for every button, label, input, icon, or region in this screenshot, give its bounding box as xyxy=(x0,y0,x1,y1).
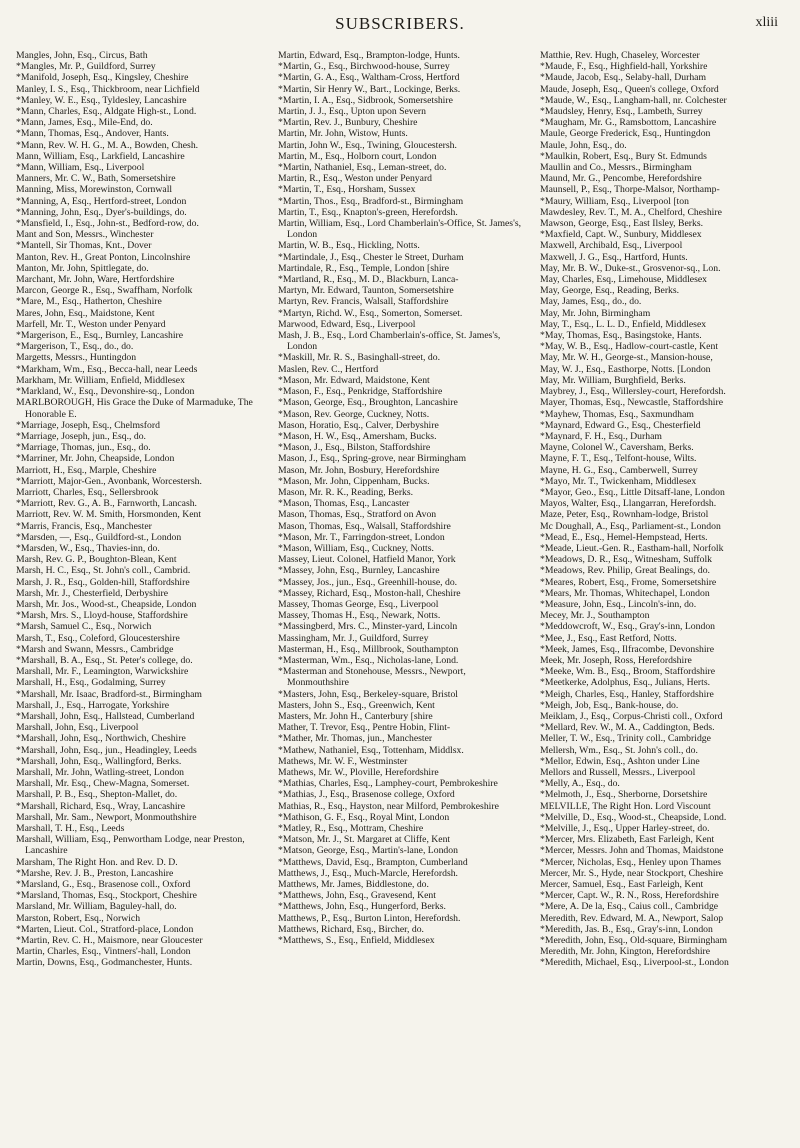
column-1 xyxy=(16,50,264,1140)
subscriber-entry: Martyn, Rev. Francis, Walsall, Staffordshire xyxy=(278,296,449,308)
subscriber-entry: *Mercer, Nicholas, Esq., Henley upon Thames xyxy=(540,856,722,868)
subscriber-entry: *Matthews, John, Esq., Hungerford, Berks. xyxy=(278,901,446,913)
subscriber-entry: Marsh, Mr. Jos., Wood-st., Cheapside, London xyxy=(16,598,197,610)
subscriber-entry: Marsh, H. C., Esq., St. John's coll., Cambrid. xyxy=(16,565,191,577)
subscriber-entry: Mather, T. Trevor, Esq., Pentre Hobin, Flint- xyxy=(278,722,451,734)
subscriber-entry: Mann, William, Esq., Larkfield, Lancashire xyxy=(16,150,185,162)
subscriber-entry: *Marshall, John, Esq., Hallstead, Cumberland xyxy=(16,710,195,722)
subscriber-entry: *Markland, W., Esq., Devonshire-sq., London xyxy=(16,386,195,398)
subscriber-entry: *Maury, William, Esq., Liverpool [ton xyxy=(540,195,689,207)
subscriber-entry: *Marsden, W., Esq., Thavies-inn, do. xyxy=(16,542,160,554)
subscriber-entry: *Marsh and Swann, Messrs., Cambridge xyxy=(16,643,174,655)
subscriber-entry: Meller, T. W., Esq., Trinity coll., Cambridge xyxy=(540,733,711,745)
subscriber-entry: Mason, Thomas, Esq., Stratford on Avon xyxy=(278,509,437,521)
subscriber-entry: Maunsell, P., Esq., Thorpe-Malsor, Northamp- xyxy=(540,184,720,196)
subscriber-entry: Mc Doughall, A., Esq., Parliament-st., London xyxy=(540,520,721,532)
subscriber-entry: *Manifold, Joseph, Esq., Kingsley, Cheshire xyxy=(16,72,189,84)
subscriber-entry: *Mere, A. De la, Esq., Caius coll., Cambridge xyxy=(540,901,719,913)
subscriber-entry: Maxwell, Archibald, Esq., Liverpool xyxy=(540,240,683,252)
subscriber-entry: *Marshall, Richard, Esq., Wray, Lancashire xyxy=(16,800,186,812)
subscriber-entry: Mathews, Mr. W., Ploville, Herefordshire xyxy=(278,767,439,778)
subscriber-entry: *Mann, Rev. W. H. G., M. A., Bowden, Chesh. xyxy=(16,139,199,151)
subscriber-entry: Marsh, Rev. G. P., Boughton-Blean, Kent xyxy=(16,554,177,566)
subscriber-entry: *Marshall, John, Esq., Northwich, Cheshire xyxy=(16,733,186,745)
subscriber-entry: Mason, Thomas, Esq., Walsall, Staffordshire xyxy=(278,520,451,532)
page-header xyxy=(0,12,800,38)
subscriber-entry: Marwood, Edward, Esq., Liverpool xyxy=(278,318,416,330)
subscriber-entry: *Marriott, Rev. G., A. B., Farnworth, Lancash. xyxy=(16,498,197,510)
subscriber-entry: *Markham, Wm., Esq., Becca-hall, near Leeds xyxy=(16,363,198,375)
subscriber-entry: *Martindale, J., Esq., Chester le Street, Durham xyxy=(278,251,464,263)
subscriber-entry: Maund, Mr. G., Pencombe, Herefordshire xyxy=(540,173,702,185)
subscriber-entry: Massingham, Mr. J., Guildford, Surrey xyxy=(278,632,429,644)
subscriber-entry: May, W. J., Esq., Easthorpe, Notts. [London xyxy=(540,363,711,375)
subscriber-entry: May, Mr. B. W., Duke-st., Grosvenor-sq., Lon. xyxy=(540,262,721,274)
subscriber-entry: *Martin, Thos., Esq., Bradford-st., Birmingham xyxy=(278,195,464,207)
subscriber-entry: Marshall, H., Esq., Godalming, Surrey xyxy=(16,677,166,689)
subscriber-entry: Martin, J. J., Esq., Upton upon Severn xyxy=(278,106,426,118)
subscriber-entry: Masters, John S., Esq., Greenwich, Kent xyxy=(278,699,435,711)
subscriber-entry: Massey, Thomas George, Esq., Liverpool xyxy=(278,598,439,610)
subscriber-entry: *Maynard, Edward G., Esq., Chesterfield xyxy=(540,419,701,431)
subscriber-entry: Mayer, Thomas, Esq., Newcastle, Staffordshire xyxy=(540,397,724,409)
subscriber-entry: *Marsden, —, Esq., Guildford-st., London xyxy=(16,531,182,543)
subscriber-entry: Marshall, Mr. Esq., Chew-Magna, Somerset. xyxy=(16,778,190,790)
subscriber-entry: Martin, John W., Esq., Twining, Gloucestersh. xyxy=(278,139,457,151)
subscriber-entry: Marsh, Mr. J., Chesterfield, Derbyshire xyxy=(16,587,169,599)
subscriber-entry: *Martin, G., Esq., Birchwood-house, Surrey xyxy=(278,61,450,73)
subscriber-entry: Matthie, Rev. Hugh, Chaseley, Worcester xyxy=(540,50,700,61)
subscriber-entry: Marshall, John, Esq., Liverpool xyxy=(16,722,139,734)
subscriber-entry: *Marsh, Mrs. S., Lloyd-house, Staffordshire xyxy=(16,610,188,622)
subscriber-entry: Massey, Lieut. Colonel, Hatfield Manor, York xyxy=(278,554,456,566)
subscriber-entry: *Mellor, Edwin, Esq., Ashton under Line xyxy=(540,755,700,767)
subscriber-entry: *Mason, George, Esq., Broughton, Lancashire xyxy=(278,397,458,409)
subscriber-entry: Marshall, T. H., Esq., Leeds xyxy=(16,823,125,835)
subscriber-entry: *Maynard, F. H., Esq., Durham xyxy=(540,430,662,442)
subscriber-entry: Matthews, P., Esq., Burton Linton, Herefordsh. xyxy=(278,912,461,924)
subscriber-entry: Maze, Peter, Esq., Rownham-lodge, Bristol xyxy=(540,509,709,521)
subscriber-entry: *Meeke, Wm. B., Esq., Broom, Staffordshire xyxy=(540,666,716,678)
subscriber-entry: Masters, Mr. John H., Canterbury [shire xyxy=(278,710,433,722)
subscriber-entry: Marshall, P. B., Esq., Shepton-Mallet, do. xyxy=(16,789,178,801)
subscriber-entry: Meredith, Mr. John, Kington, Herefordshire xyxy=(540,946,711,958)
subscriber-entry: Marshall, Mr. Sam., Newport, Monmouthshire xyxy=(16,811,197,823)
subscriber-entry: Mayos, Walter, Esq., Llangarran, Herefordsh. xyxy=(540,498,717,510)
subscriber-entry: *Marshall, John, Esq., jun., Headingley, Leeds xyxy=(16,744,197,756)
subscriber-entry: May, George, Esq., Reading, Berks. xyxy=(540,285,680,297)
subscriber-entry: Mayne, F. T., Esq., Telfont-house, Wilts. xyxy=(540,453,697,465)
subscriber-entry: *Melville, J., Esq., Upper Harley-street, do. xyxy=(540,823,710,835)
subscriber-entry: Manton, Rev. H., Great Ponton, Lincolnshire xyxy=(16,251,191,263)
subscriber-entry: *Mason, Mr. John, Cippenham, Bucks. xyxy=(278,475,430,487)
subscriber-entry: *Mangles, Mr. P., Guildford, Surrey xyxy=(16,61,156,73)
subscriber-entry: *Massey, John, Esq., Burnley, Lancashire xyxy=(278,565,440,577)
column-3 xyxy=(540,50,788,1140)
subscriber-entry: Meiklam, J., Esq., Corpus-Christi coll., Oxford xyxy=(540,710,723,722)
subscriber-columns xyxy=(16,50,788,1140)
subscriber-entry: *Mason, Mr. Edward, Maidstone, Kent xyxy=(278,374,430,386)
subscriber-entry: Marshall, Mr. F., Leamington, Warwickshire xyxy=(16,666,189,678)
subscriber-entry: *Mathison, G. F., Esq., Royal Mint, London xyxy=(278,811,450,823)
subscriber-entry: Mason, J., Esq., Spring-grove, near Birmingham xyxy=(278,453,467,465)
subscriber-entry: *Meigh, Charles, Esq., Hanley, Staffordshire xyxy=(540,688,714,700)
subscriber-entry: Marriott, Rev. W. M. Smith, Horsmonden, Kent xyxy=(16,509,202,521)
subscriber-entry: May, T., Esq., L. L. D., Enfield, Middlesex xyxy=(540,318,707,330)
subscriber-entry: *Marshall, Mr. Isaac, Bradford-st., Birmingham xyxy=(16,688,202,700)
subscriber-entry: *Meetkerke, Adolphus, Esq., Julians, Herts. xyxy=(540,677,711,689)
subscriber-entry: *Mann, Thomas, Esq., Andover, Hants. xyxy=(16,128,169,140)
subscriber-entry: Martin, T., Esq., Knapton's-green, Herefordsh. xyxy=(278,206,458,218)
subscriber-entry: *Mayo, Mr. T., Twickenham, Middlesex xyxy=(540,475,697,487)
subscriber-entry: *Massey, Richard, Esq., Moston-hall, Cheshire xyxy=(278,587,461,599)
subscriber-entry: Matthews, J., Esq., Much-Marcle, Herefordsh. xyxy=(278,867,458,879)
subscriber-entry: Marsh, T., Esq., Coleford, Gloucestershire xyxy=(16,632,180,644)
subscriber-entry: *Mason, H. W., Esq., Amersham, Bucks. xyxy=(278,430,437,442)
subscriber-entry: *Mellard, Rev. W., M. A., Caddington, Beds. xyxy=(540,722,715,734)
subscriber-entry: Mathews, Mr. W. F., Westminster xyxy=(278,755,408,767)
subscriber-entry: *Marriott, Major-Gen., Avonbank, Worcestersh. xyxy=(16,475,202,487)
subscriber-entry: Martindale, R., Esq., Temple, London [shire xyxy=(278,262,450,274)
subscriber-entry: Marcon, George R., Esq., Swaffham, Norfolk xyxy=(16,285,193,297)
subscriber-entry: *Mead, E., Esq., Hemel-Hempstead, Herts. xyxy=(540,531,708,543)
subscriber-entry: *Matthews, John, Esq., Gravesend, Kent xyxy=(278,890,436,902)
subscriber-entry: Mayne, H. G., Esq., Camberwell, Surrey xyxy=(540,464,698,476)
subscriber-entry: *Melville, D., Esq., Wood-st., Cheapside, Lond. xyxy=(540,811,727,823)
subscriber-entry: Mathias, R., Esq., Hayston, near Milford, Pembrokeshire xyxy=(278,800,499,812)
subscriber-entry: *Martin, Sir Henry W., Bart., Lockinge, Berks. xyxy=(278,83,461,95)
subscriber-entry: Mercer, Mr. S., Hyde, near Stockport, Cheshire xyxy=(540,867,724,879)
subscriber-entry: *Meadows, D. R., Esq., Witnesham, Suffolk xyxy=(540,554,713,566)
subscriber-entry: May, Charles, Esq., Limehouse, Middlesex xyxy=(540,274,707,286)
subscriber-entry: May, Mr. William, Burghfield, Berks. xyxy=(540,374,686,386)
subscriber-entry: Maule, John, Esq., do. xyxy=(540,139,627,151)
subscriber-entry: *Marris, Francis, Esq., Manchester xyxy=(16,520,152,532)
subscriber-entry: *Masterman and Stonehouse, Messrs., Newport, Monmouthshire xyxy=(278,666,466,689)
subscriber-entry: Matthews, Richard, Esq., Bircher, do. xyxy=(278,923,424,935)
subscriber-entry: *Masterman, Wm., Esq., Nicholas-lane, Lond. xyxy=(278,654,459,666)
subscriber-entry: Mellersh, Wm., Esq., St. John's coll., do. xyxy=(540,744,698,756)
subscriber-entry: *May, Thomas, Esq., Basingstoke, Hants. xyxy=(540,330,702,342)
subscriber-entry: Marsh, J. R., Esq., Golden-hill, Staffordshire xyxy=(16,576,190,588)
subscriber-entry: Maybrey, J., Esq., Willersley-court, Herefordsh. xyxy=(540,386,726,398)
subscriber-entry: Martin, Charles, Esq., Vintners'-hall, London xyxy=(16,946,191,958)
subscriber-entry: Manley, I. S., Esq., Thickbroom, near Lichfield xyxy=(16,83,200,95)
subscriber-entry: Matthews, Mr. James, Biddlestone, do. xyxy=(278,879,429,891)
subscriber-entry: *Marshall, John, Esq., Wallingford, Berks. xyxy=(16,755,182,767)
subscriber-entry: *Matson, George, Esq., Martin's-lane, London xyxy=(278,845,458,857)
subscriber-entry: Mawson, George, Esq., East Ilsley, Berks. xyxy=(540,218,704,230)
subscriber-entry: *Marshe, Rev. J. B., Preston, Lancashire xyxy=(16,867,174,879)
subscriber-entry: *Marsh, Samuel C., Esq., Norwich xyxy=(16,621,152,633)
subscriber-entry: May, James, Esq., do., do. xyxy=(540,296,642,308)
subscriber-entry: *Mason, William, Esq., Cuckney, Notts. xyxy=(278,542,434,554)
subscriber-entry: *Marsland, G., Esq., Brasenose coll., Oxford xyxy=(16,879,191,891)
subscriber-entry: *Meares, Robert, Esq., Frome, Somersetshire xyxy=(540,576,717,588)
subscriber-entry: *Matson, Mr. J., St. Margaret at Cliffe, Kent xyxy=(278,834,451,846)
subscriber-entry: May, Mr. John, Birmingham xyxy=(540,307,651,319)
subscriber-entry: *Measure, John, Esq., Lincoln's-inn, do. xyxy=(540,598,697,610)
subscriber-entry: Marriott, H., Esq., Marple, Cheshire xyxy=(16,464,157,476)
subscriber-entry: Manning, Miss, Morewinston, Cornwall xyxy=(16,184,173,196)
subscriber-entry: *Marten, Lieut. Col., Stratford-place, London xyxy=(16,923,194,935)
subscriber-entry: Mayne, Colonel W., Caversham, Berks. xyxy=(540,442,694,454)
subscriber-entry: Meek, Mr. Joseph, Ross, Herefordshire xyxy=(540,654,692,666)
subscriber-entry: Mellors and Russell, Messrs., Liverpool xyxy=(540,767,696,778)
subscriber-entry: Marriott, Charles, Esq., Sellersbrook xyxy=(16,486,159,498)
subscriber-entry: *Manley, W. E., Esq., Tyldesley, Lancashire xyxy=(16,94,187,106)
subscriber-entry: Mawdesley, Rev. T., M. A., Chelford, Cheshire xyxy=(540,206,722,218)
subscriber-entry: *Maude, Jacob, Esq., Selaby-hall, Durham xyxy=(540,72,706,84)
subscriber-entry: *Mathew, Nathaniel, Esq., Tottenham, Middlsx. xyxy=(278,744,464,756)
subscriber-entry: *Mayhew, Thomas, Esq., Saxmundham xyxy=(540,408,694,420)
subscriber-entry: *Mantell, Sir Thomas, Knt., Dover xyxy=(16,240,152,252)
subscriber-entry: *Meigh, Job, Esq., Bank-house, do. xyxy=(540,699,679,711)
subscriber-entry: *Mann, Charles, Esq., Aldgate High-st., Lond. xyxy=(16,106,197,118)
subscriber-entry: Martyn, Mr. Edward, Taunton, Somersetshire xyxy=(278,285,454,297)
subscriber-entry: *Meade, Lieut.-Gen. R., Eastham-hall, Norfolk xyxy=(540,542,724,554)
subscriber-entry: *Melmoth, J., Esq., Sherborne, Dorsetshire xyxy=(540,789,708,801)
subscriber-entry: Martin, W. B., Esq., Hickling, Notts. xyxy=(278,240,420,252)
subscriber-entry: *Mason, J., Esq., Bilston, Staffordshire xyxy=(278,442,431,454)
subscriber-entry: May, Mr. W. H., George-st., Mansion-house, xyxy=(540,352,713,364)
subscriber-entry: *Martin, I. A., Esq., Sidbrook, Somersetshire xyxy=(278,94,453,106)
subscriber-entry: Markham, Mr. William, Enfield, Middlesex xyxy=(16,374,185,386)
subscriber-entry: *Maudsley, Henry, Esq., Lambeth, Surrey xyxy=(540,106,703,118)
subscriber-entry: MELVILLE, The Right Hon. Lord Viscount xyxy=(540,800,711,812)
subscriber-entry: *Maude, W., Esq., Langham-hall, nr. Colchester xyxy=(540,94,727,106)
subscriber-entry: Martin, Edward, Esq., Brampton-lodge, Hunts. xyxy=(278,50,460,61)
subscriber-entry: *Mather, Mr. Thomas, jun., Manchester xyxy=(278,733,433,745)
subscriber-entry: *Matthews, S., Esq., Enfield, Middlesex xyxy=(278,935,435,947)
subscriber-entry: *Matley, R., Esq., Mottram, Cheshire xyxy=(278,823,424,835)
subscriber-entry: Martin, Mr. John, Wistow, Hunts. xyxy=(278,128,408,140)
subscriber-entry: Marchant, Mr. John, Ware, Hertfordshire xyxy=(16,274,175,286)
subscriber-entry: Massey, Thomas H., Esq., Newark, Notts. xyxy=(278,610,441,622)
subscriber-entry: Mason, Mr. John, Bosbury, Herefordshire xyxy=(278,464,440,476)
subscriber-entry: Mangles, John, Esq., Circus, Bath xyxy=(16,50,148,61)
subscriber-entry: *Mason, F., Esq., Penkridge, Staffordshire xyxy=(278,386,443,398)
subscriber-entry: Manners, Mr. C. W., Bath, Somersetshire xyxy=(16,173,176,185)
subscriber-entry: *Mayor, Geo., Esq., Little Ditsaff-lane, London xyxy=(540,486,725,498)
subscriber-entry: *Meadows, Rev. Philip, Great Bealings, do. xyxy=(540,565,710,577)
subscriber-entry: Martin, M., Esq., Holborn court, London xyxy=(278,150,437,162)
subscriber-entry: Marshall, J., Esq., Harrogate, Yorkshire xyxy=(16,699,170,711)
subscriber-entry: *Mansfield, I., Esq., John-st., Bedford-row, do. xyxy=(16,218,199,230)
subscriber-entry: *Matthews, David, Esq., Brampton, Cumberland xyxy=(278,856,468,868)
subscriber-entry: *Mann, William, Esq., Liverpool xyxy=(16,162,145,174)
subscriber-entry: *Maude, F., Esq., Highfield-hall, Yorkshire xyxy=(540,61,708,73)
subscriber-entry: *Martland, R., Esq., M. D., Blackburn, Lanca- xyxy=(278,274,459,286)
subscriber-entry: *Manning, A, Esq., Hertford-street, London xyxy=(16,195,187,207)
subscriber-entry: *Martin, Rev. J., Bunbury, Cheshire xyxy=(278,117,418,129)
subscriber-entry: *May, W. B., Esq., Hadlow-court-castle, Kent xyxy=(540,341,719,353)
subscriber-entry: *Melly, A., Esq., do. xyxy=(540,778,620,790)
subscriber-entry: *Marsland, Thomas, Esq., Stockport, Cheshire xyxy=(16,890,197,902)
subscriber-entry: Mecey, Mr. J., Southampton xyxy=(540,610,650,622)
subscriber-entry: Mercer, Samuel, Esq., East Farleigh, Kent xyxy=(540,879,704,891)
subscriber-entry: *Massingberd, Mrs. C., Minster-yard, Lincoln xyxy=(278,621,458,633)
subscriber-entry: *Mason, Rev. George, Cuckney, Notts. xyxy=(278,408,430,420)
subscriber-entry: *Meek, James, Esq., Ilfracombe, Devonshire xyxy=(540,643,715,655)
subscriber-entry: *Meredith, Michael, Esq., Liverpool-st., London xyxy=(540,957,729,969)
subscriber-entry: *Massey, Jos., jun., Esq., Greenhill-house, do. xyxy=(278,576,458,588)
subscriber-entry: *Maxfield, Capt. W., Sunbury, Middlesex xyxy=(540,229,702,241)
subscriber-entry: Meredith, Rev. Edward, M. A., Newport, Salop xyxy=(540,912,724,924)
subscriber-entry: *Marriage, Thomas, jun., Esq., do. xyxy=(16,442,151,454)
subscriber-entry: Marshall, Mr. John, Watling-street, London xyxy=(16,767,185,778)
subscriber-entry: Maxwell, J. G., Esq., Hartford, Hunts. xyxy=(540,251,688,263)
subscriber-entry: Martin, Downs, Esq., Godmanchester, Hunts. xyxy=(16,957,193,969)
subscriber-entry: *Mercer, Messrs. John and Thomas, Maidstone xyxy=(540,845,724,857)
subscriber-entry: *Manning, John, Esq., Dyer's-buildings, do. xyxy=(16,206,187,218)
subscriber-entry: *Marriage, Joseph, Esq., Chelmsford xyxy=(16,419,160,431)
subscriber-entry: Manton, Mr. John, Spittlegate, do. xyxy=(16,262,149,274)
subscriber-entry: *Mercer, Capt. W., R. N., Ross, Herefordshire xyxy=(540,890,719,902)
subscriber-entry: *Marriner, Mr. John, Cheapside, London xyxy=(16,453,175,465)
subscriber-entry: Martin, William, Esq., Lord Chamberlain's-Office, St. James's, London xyxy=(278,218,522,241)
subscriber-entry: *Marshall, B. A., Esq., St. Peter's college, do. xyxy=(16,654,193,666)
subscriber-entry: Mash, J. B., Esq., Lord Chamberlain's-office, St. James's, London xyxy=(278,330,501,353)
column-2 xyxy=(278,50,526,1140)
subscriber-entry: Marston, Robert, Esq., Norwich xyxy=(16,912,141,924)
subscriber-entry: *Masters, John, Esq., Berkeley-square, Bristol xyxy=(278,688,458,700)
subscriber-entry: *Martin, T., Esq., Horsham, Sussex xyxy=(278,184,416,196)
subscriber-entry: *Margerison, T., Esq., do., do. xyxy=(16,341,134,353)
subscriber-entry: *Marriage, Joseph, jun., Esq., do. xyxy=(16,430,146,442)
subscriber-entry: Masterman, H., Esq., Millbrook, Southampton xyxy=(278,643,459,655)
subscriber-entry: Margetts, Messrs., Huntingdon xyxy=(16,352,137,364)
subscriber-entry: Mares, John, Esq., Maidstone, Kent xyxy=(16,307,155,319)
subscriber-entry: *Mason, Thomas, Esq., Lancaster xyxy=(278,498,410,510)
subscriber-entry: Maude, Joseph, Esq., Queen's college, Oxford xyxy=(540,83,719,95)
subscriber-entry: Mason, Horatio, Esq., Calver, Derbyshire xyxy=(278,419,439,431)
subscriber-entry: *Mare, M., Esq., Hatherton, Cheshire xyxy=(16,296,162,308)
page-number: xliii xyxy=(755,15,778,30)
subscriber-entry: *Meredith, Jas. B., Esq., Gray's-inn, London xyxy=(540,923,713,935)
subscriber-entry: *Maskill, Mr. R. S., Basinghall-street, do. xyxy=(278,352,440,364)
subscriber-entry: Maullin and Co., Messrs., Birmingham xyxy=(540,162,692,174)
subscriber-entry: *Mercer, Mrs. Elizabeth, East Farleigh, Kent xyxy=(540,834,715,846)
subscriber-entry: Martin, R., Esq., Weston under Penyard xyxy=(278,173,433,185)
subscriber-entry: Marsham, The Right Hon. and Rev. D. D. xyxy=(16,856,178,868)
subscriber-entry: *Mann, James, Esq., Mile-End, do. xyxy=(16,117,153,129)
subscriber-entry: Mason, Mr. R. K., Reading, Berks. xyxy=(278,486,414,498)
subscriber-entry: Marsland, Mr. William, Baguley-hall, do. xyxy=(16,901,177,913)
subscriber-entry: *Mathias, Charles, Esq., Lamphey-court, Pembrokeshire xyxy=(278,778,498,790)
subscriber-entry: *Martin, Nathaniel, Esq., Leman-street, do. xyxy=(278,162,447,174)
subscriber-entry: *Martin, Rev. C. H., Maismore, near Gloucester xyxy=(16,935,203,947)
subscriber-entry: *Meddowcroft, W., Esq., Gray's-inn, London xyxy=(540,621,716,633)
subscriber-entry: *Maugham, Mr. G., Ramsbottom, Lancashire xyxy=(540,117,717,129)
subscriber-entry: Maslen, Rev. C., Hertford xyxy=(278,363,379,375)
subscriber-entry: *Meredith, John, Esq., Old-square, Birmingham xyxy=(540,935,727,947)
subscriber-entry: Marshall, William, Esq., Penwortham Lodge, near Preston, Lancashire xyxy=(16,834,245,857)
page-title: SUBSCRIBERS. xyxy=(335,14,465,33)
subscriber-entry: *Martin, G. A., Esq., Waltham-Cross, Hertford xyxy=(278,72,460,84)
subscriber-entry: *Mathias, J., Esq., Brasenose college, Oxford xyxy=(278,789,455,801)
subscriber-entry: Mant and Son, Messrs., Winchester xyxy=(16,229,154,241)
subscriber-entry: *Martyn, Richd. W., Esq., Somerton, Somerset. xyxy=(278,307,463,319)
subscriber-entry: *Mee, J., Esq., East Retford, Notts. xyxy=(540,632,677,644)
subscriber-entry: *Mears, Mr. Thomas, Whitechapel, London xyxy=(540,587,710,599)
subscriber-entry: *Mason, Mr. T., Farringdon-street, London xyxy=(278,531,445,543)
subscriber-entry: Marfell, Mr. T., Weston under Penyard xyxy=(16,318,166,330)
subscriber-entry: MARLBOROUGH, His Grace the Duke of Marmaduke, The Honorable E. xyxy=(16,397,253,420)
subscriber-entry: *Maulkin, Robert, Esq., Bury St. Edmunds xyxy=(540,150,707,162)
subscriber-entry: Maule, George Frederick, Esq., Huntingdon xyxy=(540,128,711,140)
subscriber-entry: *Margerison, E., Esq., Burnley, Lancashire xyxy=(16,330,184,342)
